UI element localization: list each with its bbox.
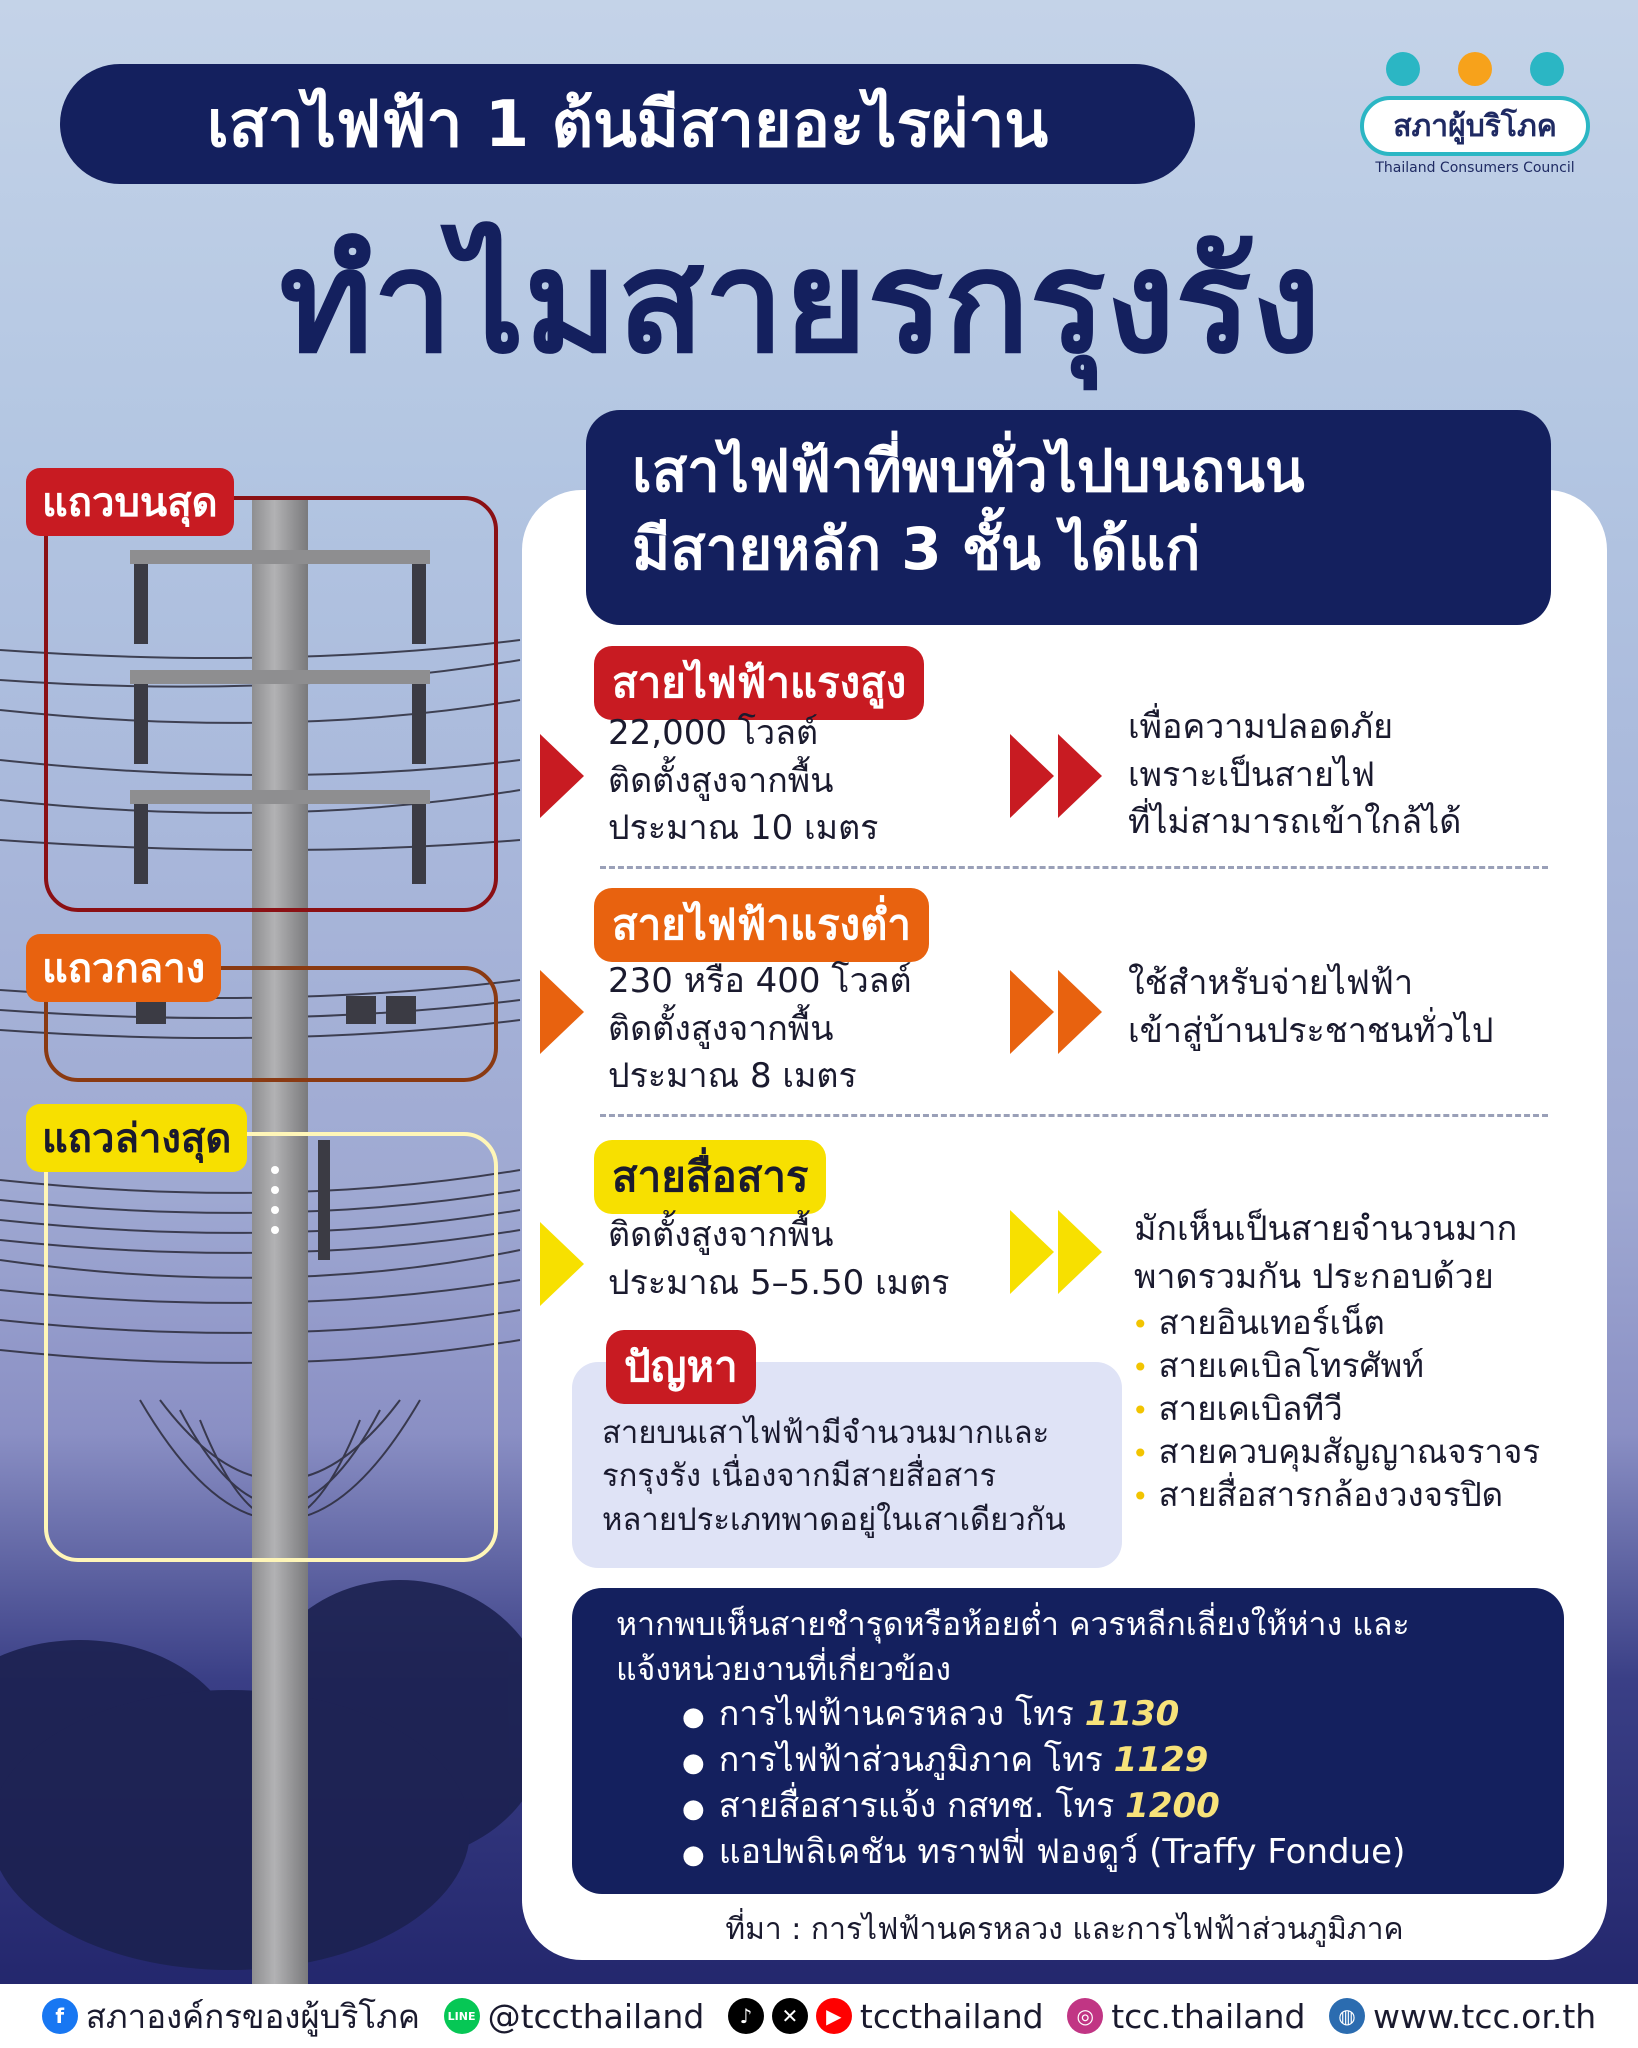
arrow-right-icon (540, 1222, 584, 1306)
detail-line: ประมาณ 8 เมตร (608, 1056, 857, 1097)
main-title: ทำไมสายรกรุงรัง (279, 220, 1321, 385)
detail-line: ติดตั้งสูงจากพื้น (608, 1215, 834, 1255)
contact-item (682, 1738, 1405, 1784)
detail-line: ประมาณ 5–5.50 เมตร (608, 1262, 950, 1303)
desc-line: เข้าสู่บ้านประชาชนทั่วไป (1128, 1010, 1494, 1051)
tag-bottom-row: แถวล่างสุด (26, 1104, 247, 1172)
desc-line: พาดรวมกัน ประกอบด้วย (1134, 1256, 1494, 1297)
desc-line: เพื่อความปลอดภัย (1128, 707, 1394, 747)
card-heading-line2: มีสายหลัก 3 ชั้น ได้แก่ (632, 515, 1201, 584)
footer-social-label: tccthailand (859, 1996, 1044, 2036)
problem-line: รกรุงรัง เนื่องจากมีสายสื่อสาร (602, 1458, 997, 1495)
desc-line: มักเห็นเป็นสายจำนวนมาก (1134, 1209, 1518, 1249)
contact-number: 1200 (1125, 1785, 1220, 1826)
x-icon: ✕ (772, 1998, 808, 2034)
contact-item (682, 1830, 1405, 1876)
desc-line: ที่ไม่สามารถเข้าใกล้ได้ (1128, 802, 1462, 843)
tag-middle-row: แถวกลาง (26, 934, 221, 1002)
source-note: ที่มา : การไฟฟ้านครหลวง และการไฟฟ้าส่วนภูมิภาค (725, 1912, 1404, 1947)
double-arrow-icon (1010, 970, 1054, 1054)
tag-top-row: แถวบนสุด (26, 468, 234, 536)
card-heading (586, 410, 1551, 625)
footer-facebook-label: สภาองค์กรของผู้บริโภค (85, 1996, 420, 2036)
arrow-right-icon (540, 734, 584, 818)
contact-item (682, 1784, 1405, 1830)
layer-low-voltage-details (608, 958, 912, 1101)
footer-facebook[interactable] (42, 1990, 420, 2043)
problem-pill: ปัญหา (606, 1330, 756, 1404)
contact-item (682, 1692, 1405, 1738)
divider (600, 866, 1548, 869)
contact-label: สายสื่อสารแจ้ง กสทช. โทร (718, 1785, 1126, 1826)
logo-dot-left (1386, 52, 1420, 86)
logo-dot-center (1458, 52, 1492, 86)
contact-intro (616, 1602, 1410, 1692)
problem-line: สายบนเสาไฟฟ้ามีจำนวนมากและ (602, 1415, 1050, 1451)
layer-low-voltage-desc (1128, 960, 1493, 1055)
footer-bar (0, 1984, 1638, 2048)
layer-high-voltage-details (608, 710, 878, 853)
list-item: • สายเคเบิลโทรศัพท์ (1132, 1345, 1540, 1388)
layer-communication-details (608, 1212, 949, 1307)
footer-instagram[interactable] (1067, 1997, 1305, 2036)
arrow-right-icon (540, 970, 584, 1054)
problem-text (602, 1412, 1066, 1542)
footer-line-label: @tccthailand (487, 1996, 705, 2036)
facebook-icon: f (42, 1998, 78, 2034)
card-heading-line1: เสาไฟฟ้าที่พบทั่วไปบนถนน (632, 437, 1305, 505)
title-banner: เสาไฟฟ้า 1 ต้นมีสายอะไรผ่าน (60, 64, 1195, 184)
contact-label: การไฟฟ้านครหลวง โทร (718, 1694, 1085, 1734)
problem-line: หลายประเภทพาดอยู่ในเสาเดียวกัน (602, 1501, 1066, 1538)
tiktok-icon: ♪ (728, 1998, 764, 2034)
double-arrow-icon (1058, 734, 1102, 818)
logo-subtitle: Thailand Consumers Council (1375, 160, 1575, 176)
double-arrow-icon (1058, 1210, 1102, 1294)
bracket-top (44, 496, 498, 912)
layer-low-voltage-pill: สายไฟฟ้าแรงต่ำ (594, 888, 929, 962)
globe-icon: ◍ (1329, 1998, 1365, 2034)
logo-wordmark: สภาผู้บริโภค (1360, 96, 1590, 156)
contact-label: แอปพลิเคชัน ทราฟฟี่ ฟองดูว์ (Traffy Fondue) (718, 1831, 1406, 1872)
contact-list (682, 1692, 1405, 1876)
double-arrow-icon (1010, 734, 1054, 818)
detail-line: ประมาณ 10 เมตร (608, 808, 879, 849)
logo-dot-right (1530, 52, 1564, 86)
line-icon: LINE (444, 1998, 480, 2034)
footer-web-label: www.tcc.or.th (1372, 1996, 1597, 2036)
list-item: • สายอินเทอร์เน็ต (1132, 1302, 1540, 1345)
layer-communication-pill: สายสื่อสาร (594, 1140, 826, 1214)
list-item: • สายสื่อสารกล้องวงจรปิด (1132, 1474, 1540, 1517)
footer-social[interactable] (728, 1997, 1044, 2036)
desc-line: ใช้สำหรับจ่ายไฟฟ้า (1128, 963, 1414, 1003)
contact-intro-line: หากพบเห็นสายชำรุดหรือห้อยต่ำ ควรหลีกเลี่ยงให้ห่าง และ (616, 1605, 1410, 1643)
contact-number: 1130 (1084, 1694, 1180, 1734)
youtube-icon: ▶ (816, 1998, 852, 2034)
footer-line[interactable] (444, 1997, 705, 2036)
detail-line: ติดตั้งสูงจากพื้น (608, 760, 834, 801)
bracket-bottom (44, 1132, 498, 1562)
layer-high-voltage-pill: สายไฟฟ้าแรงสูง (594, 646, 924, 720)
detail-line: 230 หรือ 400 โวลต์ (608, 961, 912, 1001)
double-arrow-icon (1058, 970, 1102, 1054)
detail-line: 22,000 โวลต์ (608, 713, 819, 753)
desc-line: เพราะเป็นสายไฟ (1128, 754, 1376, 795)
footer-web[interactable] (1329, 1997, 1596, 2036)
divider (600, 1114, 1548, 1117)
communication-cable-list (1132, 1302, 1540, 1516)
contact-number: 1129 (1113, 1739, 1209, 1780)
tcc-logo (1350, 52, 1600, 182)
instagram-icon: ◎ (1067, 1998, 1103, 2034)
list-item: • สายเคเบิลทีวี (1132, 1388, 1540, 1431)
contact-intro-line: แจ้งหน่วยงานที่เกี่ยวข้อง (616, 1649, 951, 1688)
layer-communication-desc (1134, 1206, 1517, 1301)
contact-label: การไฟฟ้าส่วนภูมิภาค โทร (718, 1739, 1114, 1780)
layer-high-voltage-desc (1128, 704, 1461, 847)
detail-line: ติดตั้งสูงจากพื้น (608, 1008, 834, 1049)
list-item: • สายควบคุมสัญญาณจราจร (1132, 1431, 1540, 1474)
double-arrow-icon (1010, 1210, 1054, 1294)
footer-instagram-label: tcc.thailand (1111, 1996, 1306, 2036)
contact-box (572, 1588, 1564, 1894)
